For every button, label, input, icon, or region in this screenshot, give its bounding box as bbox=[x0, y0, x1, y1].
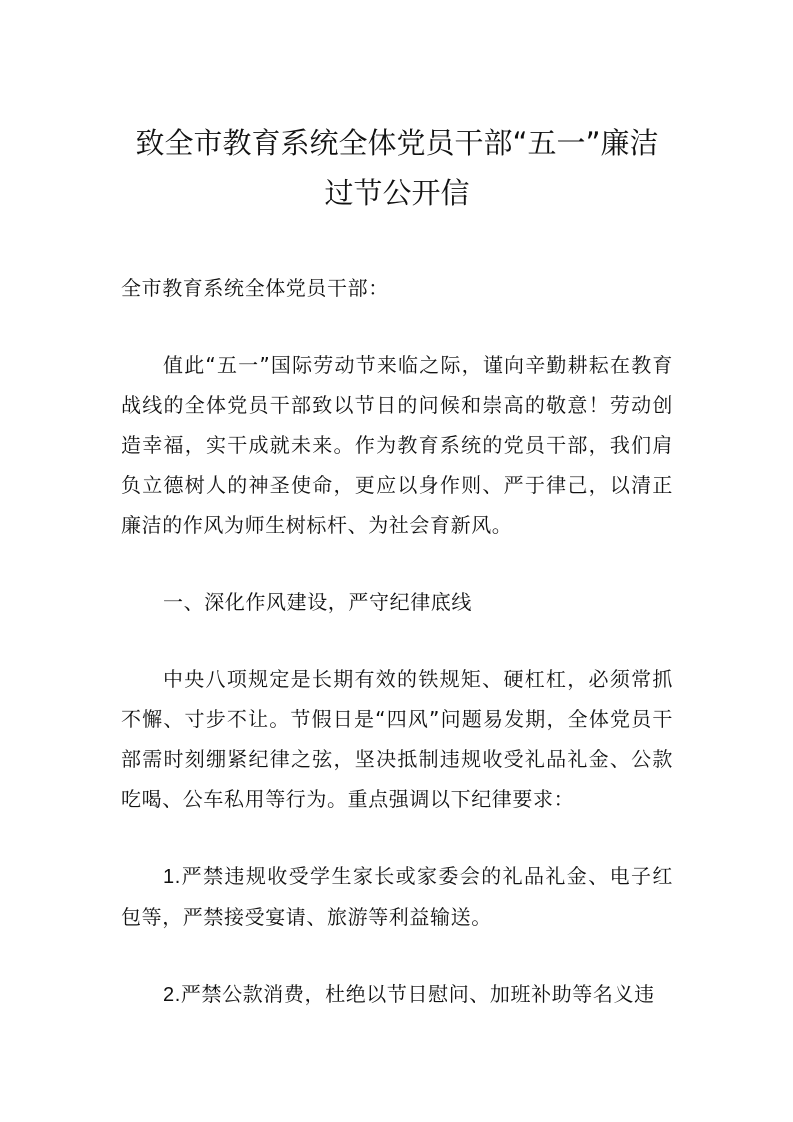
document-content bbox=[121, 118, 673, 1015]
list-item-1 bbox=[121, 856, 673, 937]
list-item-1-number: 1. bbox=[163, 866, 181, 888]
title-line-1: 致全市教育系统全体党员干部“五一”廉洁 bbox=[135, 126, 659, 160]
list-item-2 bbox=[121, 974, 673, 1015]
list-item-2-number: 2. bbox=[163, 984, 181, 1006]
list-item-1-text: 严禁违规收受学生家长或家委会的礼品礼金、电子红包等，严禁接受宴请、旅游等利益输送。 bbox=[121, 864, 673, 929]
paragraph-discipline: 中央八项规定是长期有效的铁规矩、硬杠杠，必须常抓不懈、寸步不让。节假日是“四风”问题易发期，全体党员干部需时刻绷紧纪律之弦，坚决抵制违规收受礼品礼金、公款吃喝、公车私用等行为。重点强调以下纪律要求： bbox=[121, 667, 673, 811]
paragraph-intro: 值此“五一”国际劳动节来临之际，谨向辛勤耕耘在教育战线的全体党员干部致以节日的问候和崇高的敬意！劳动创造幸福，实干成就未来。作为教育系统的党员干部，我们肩负立德树人的神圣使命，更应以身作则、严于律己，以清正廉洁的作风为师生树标杆、为社会育新风。 bbox=[121, 353, 673, 537]
list-item-2-text: 严禁公款消费，杜绝以节日慰问、加班补助等名义违 bbox=[180, 982, 655, 1006]
title-line-2: 过节公开信 bbox=[324, 176, 470, 210]
document-title bbox=[121, 118, 673, 218]
section-heading-1: 一、深化作风建设，严守纪律底线 bbox=[163, 590, 472, 614]
salutation: 全市教育系统全体党员干部： bbox=[121, 276, 389, 300]
